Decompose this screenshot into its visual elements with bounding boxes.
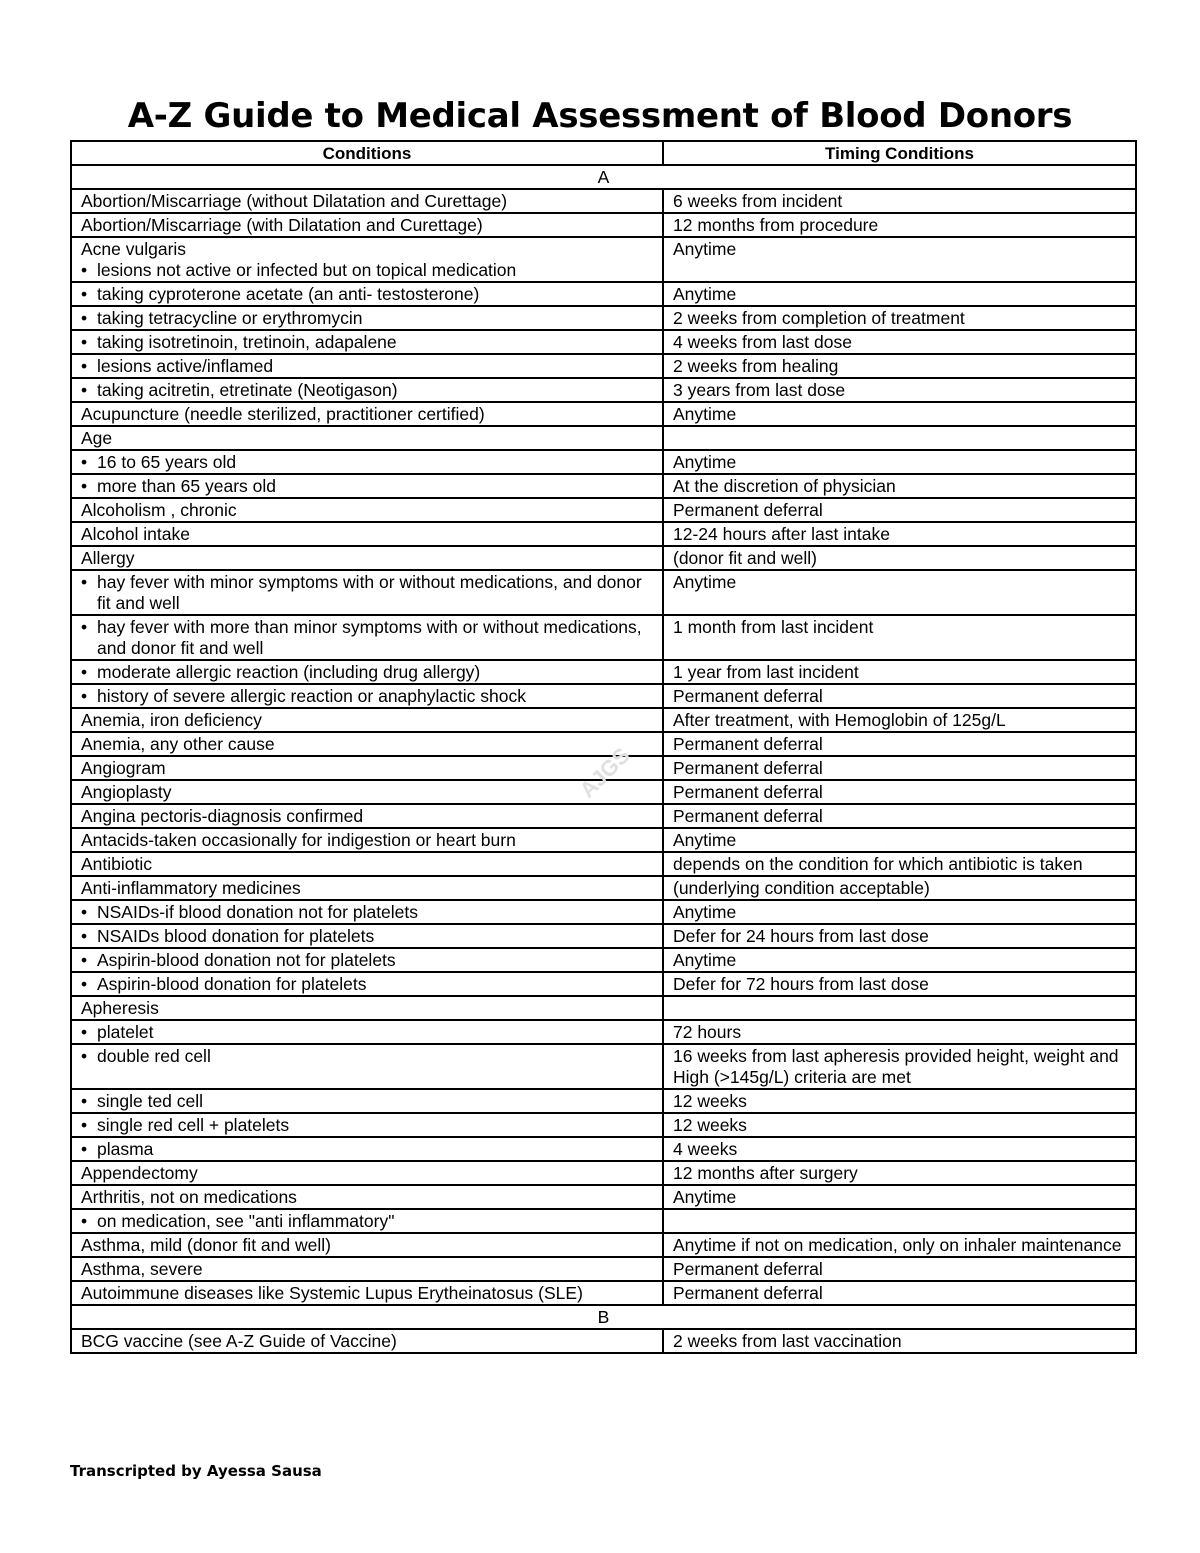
- timing-cell: 4 weeks: [663, 1137, 1136, 1161]
- condition-cell: [71, 828, 663, 852]
- table-row: [71, 1113, 1136, 1137]
- timing-cell: 4 weeks from last dose: [663, 330, 1136, 354]
- timing-cell: Permanent deferral: [663, 498, 1136, 522]
- timing-cell: After treatment, with Hemoglobin of 125g/L: [663, 708, 1136, 732]
- condition-text: • double red cell: [81, 1046, 653, 1067]
- timing-cell: 2 weeks from last vaccination: [663, 1329, 1136, 1353]
- timing-cell: Permanent deferral: [663, 1281, 1136, 1305]
- table-row: [71, 189, 1136, 213]
- table-row: [71, 876, 1136, 900]
- condition-text: Abortion/Miscarriage (with Dilatation and Curettage): [81, 215, 483, 235]
- condition-cell: [71, 1089, 663, 1113]
- condition-cell: [71, 1185, 663, 1209]
- table-header-row: [71, 141, 1136, 165]
- table-row: [71, 684, 1136, 708]
- timing-cell: Anytime: [663, 1185, 1136, 1209]
- timing-cell: Anytime: [663, 828, 1136, 852]
- condition-text: • hay fever with more than minor symptoms with or without medications, and donor fit and well: [81, 617, 653, 659]
- condition-text: • taking isotretinoin, tretinoin, adapalene: [81, 332, 653, 353]
- table-row: [71, 660, 1136, 684]
- table-row: [71, 1329, 1136, 1353]
- timing-cell: Permanent deferral: [663, 780, 1136, 804]
- timing-cell: Defer for 72 hours from last dose: [663, 972, 1136, 996]
- table-row: [71, 1257, 1136, 1281]
- timing-cell: 12 weeks: [663, 1113, 1136, 1137]
- table-row: [71, 972, 1136, 996]
- condition-text: • NSAIDs blood donation for platelets: [81, 926, 653, 947]
- condition-cell: [71, 546, 663, 570]
- condition-cell: [71, 684, 663, 708]
- condition-cell: [71, 1233, 663, 1257]
- timing-cell: Anytime: [663, 900, 1136, 924]
- table-row: [71, 354, 1136, 378]
- timing-cell: Anytime: [663, 282, 1136, 306]
- condition-text: Allergy: [81, 548, 135, 568]
- condition-text: • Aspirin-blood donation for platelets: [81, 974, 653, 995]
- section-letter: B: [71, 1305, 1136, 1329]
- header-conditions: Conditions: [71, 141, 663, 165]
- condition-text: Acupuncture (needle sterilized, practitioner certified): [81, 404, 485, 424]
- table-row: [71, 1137, 1136, 1161]
- timing-cell: 12-24 hours after last intake: [663, 522, 1136, 546]
- table-row: [71, 924, 1136, 948]
- timing-cell: depends on the condition for which antibiotic is taken: [663, 852, 1136, 876]
- condition-text: • lesions active/inflamed: [81, 356, 653, 377]
- table-row: [71, 546, 1136, 570]
- condition-text: Angiogram: [81, 758, 166, 778]
- condition-text: • 16 to 65 years old: [81, 452, 653, 473]
- condition-cell: [71, 876, 663, 900]
- condition-text: Antibiotic: [81, 854, 153, 874]
- timing-cell: Anytime if not on medication, only on inhaler maintenance: [663, 1233, 1136, 1257]
- table-row: [71, 522, 1136, 546]
- timing-cell: Defer for 24 hours from last dose: [663, 924, 1136, 948]
- condition-cell: [71, 1281, 663, 1305]
- timing-cell: Permanent deferral: [663, 732, 1136, 756]
- timing-cell: Anytime: [663, 402, 1136, 426]
- condition-text: Anemia, any other cause: [81, 734, 275, 754]
- condition-text: Autoimmune diseases like Systemic Lupus Erytheinatosus (SLE): [81, 1283, 583, 1303]
- timing-cell: 72 hours: [663, 1020, 1136, 1044]
- condition-text: • moderate allergic reaction (including drug allergy): [81, 662, 653, 683]
- table-row: [71, 1281, 1136, 1305]
- condition-cell: [71, 498, 663, 522]
- timing-cell: (donor fit and well): [663, 546, 1136, 570]
- condition-cell: [71, 804, 663, 828]
- table-row: [71, 330, 1136, 354]
- condition-cell: [71, 1329, 663, 1353]
- table-row: [71, 708, 1136, 732]
- condition-text: • platelet: [81, 1022, 653, 1043]
- condition-text: Antacids-taken occasionally for indigestion or heart burn: [81, 830, 516, 850]
- condition-text: Appendectomy: [81, 1163, 198, 1183]
- condition-text: Angioplasty: [81, 782, 172, 802]
- condition-cell: [71, 522, 663, 546]
- table-row: [71, 306, 1136, 330]
- table-row: [71, 378, 1136, 402]
- timing-cell: Anytime: [663, 237, 1136, 282]
- condition-text: Angina pectoris-diagnosis confirmed: [81, 806, 364, 826]
- condition-cell: [71, 972, 663, 996]
- table-row: [71, 282, 1136, 306]
- condition-cell: [71, 402, 663, 426]
- table-row: [71, 1161, 1136, 1185]
- timing-cell: 1 year from last incident: [663, 660, 1136, 684]
- timing-cell: 6 weeks from incident: [663, 189, 1136, 213]
- table-row: [71, 450, 1136, 474]
- condition-text: • taking tetracycline or erythromycin: [81, 308, 653, 329]
- table-row: [71, 402, 1136, 426]
- timing-cell: Permanent deferral: [663, 1257, 1136, 1281]
- timing-cell: At the discretion of physician: [663, 474, 1136, 498]
- condition-text: • plasma: [81, 1139, 653, 1160]
- condition-cell: [71, 948, 663, 972]
- table-row: [71, 1233, 1136, 1257]
- table-row: [71, 996, 1136, 1020]
- table-row: [71, 615, 1136, 660]
- condition-text: • on medication, see "anti inflammatory": [81, 1211, 653, 1232]
- timing-cell: 12 months after surgery: [663, 1161, 1136, 1185]
- timing-cell: [663, 996, 1136, 1020]
- condition-cell: [71, 354, 663, 378]
- timing-cell: Permanent deferral: [663, 804, 1136, 828]
- condition-cell: [71, 1209, 663, 1233]
- condition-text: BCG vaccine (see A-Z Guide of Vaccine): [81, 1331, 397, 1351]
- table-row: [71, 852, 1136, 876]
- timing-cell: 12 months from procedure: [663, 213, 1136, 237]
- page-title: A-Z Guide to Medical Assessment of Blood Donors: [127, 96, 1073, 136]
- condition-text: Apheresis: [81, 998, 159, 1018]
- condition-text: Arthritis, not on medications: [81, 1187, 297, 1207]
- table-row: [71, 474, 1136, 498]
- table-row: [71, 1209, 1136, 1233]
- table-row: [71, 1020, 1136, 1044]
- condition-cell: [71, 852, 663, 876]
- timing-cell: [663, 1209, 1136, 1233]
- condition-cell: [71, 900, 663, 924]
- table-row: [71, 426, 1136, 450]
- condition-cell: [71, 450, 663, 474]
- section-row: [71, 1305, 1136, 1329]
- condition-text: • single red cell + platelets: [81, 1115, 653, 1136]
- timing-cell: [663, 426, 1136, 450]
- condition-text: Anemia, iron deficiency: [81, 710, 262, 730]
- table-row: [71, 1089, 1136, 1113]
- condition-cell: [71, 1161, 663, 1185]
- table-row: [71, 1185, 1136, 1209]
- table-row: [71, 900, 1136, 924]
- condition-cell: [71, 330, 663, 354]
- timing-cell: 2 weeks from healing: [663, 354, 1136, 378]
- condition-text: Age: [81, 428, 113, 448]
- watermark: AJGS: [574, 742, 635, 803]
- condition-cell: [71, 1020, 663, 1044]
- condition-cell: [71, 306, 663, 330]
- condition-text: • hay fever with minor symptoms with or without medications, and donor fit and well: [81, 572, 653, 614]
- section-letter: A: [71, 165, 1136, 189]
- condition-cell: [71, 213, 663, 237]
- condition-text: Asthma, severe: [81, 1259, 203, 1279]
- condition-cell: [71, 1044, 663, 1089]
- condition-text: • single ted cell: [81, 1091, 653, 1112]
- table-row: [71, 213, 1136, 237]
- section-row: [71, 165, 1136, 189]
- condition-text: • NSAIDs-if blood donation not for platelets: [81, 902, 653, 923]
- guide-table: [70, 140, 1137, 1354]
- condition-text: • more than 65 years old: [81, 476, 653, 497]
- condition-text: Abortion/Miscarriage (without Dilatation and Curettage): [81, 191, 508, 211]
- table-row: [71, 237, 1136, 282]
- condition-text: • history of severe allergic reaction or anaphylactic shock: [81, 686, 653, 707]
- condition-text: • taking cyproterone acetate (an anti- testosterone): [81, 284, 653, 305]
- condition-cell: [71, 378, 663, 402]
- timing-cell: 2 weeks from completion of treatment: [663, 306, 1136, 330]
- timing-cell: Permanent deferral: [663, 684, 1136, 708]
- timing-cell: Anytime: [663, 948, 1136, 972]
- condition-cell: [71, 1137, 663, 1161]
- condition-text: Alcohol intake: [81, 524, 190, 544]
- table-row: [71, 498, 1136, 522]
- condition-cell: [71, 570, 663, 615]
- header-timing-conditions: Timing Conditions: [663, 141, 1136, 165]
- condition-text: Asthma, mild (donor fit and well): [81, 1235, 331, 1255]
- table-row: [71, 732, 1136, 756]
- timing-cell: 16 weeks from last apheresis provided height, weight and High (>145g/L) criteria are met: [663, 1044, 1136, 1089]
- condition-cell: [71, 732, 663, 756]
- timing-cell: 12 weeks: [663, 1089, 1136, 1113]
- condition-cell: [71, 924, 663, 948]
- condition-cell: [71, 660, 663, 684]
- table-row: [71, 570, 1136, 615]
- timing-cell: 1 month from last incident: [663, 615, 1136, 660]
- condition-cell: [71, 615, 663, 660]
- condition-subitem: • lesions not active or infected but on topical medication: [81, 260, 653, 281]
- condition-cell: [71, 1113, 663, 1137]
- condition-cell: [71, 708, 663, 732]
- condition-text: Acne vulgaris: [81, 239, 187, 259]
- table-row: [71, 948, 1136, 972]
- timing-cell: Anytime: [663, 450, 1136, 474]
- condition-cell: [71, 237, 663, 282]
- condition-cell: [71, 756, 663, 780]
- footer-credit: Transcripted by Ayessa Sausa: [70, 1462, 322, 1480]
- table-row: [71, 804, 1136, 828]
- condition-cell: [71, 282, 663, 306]
- condition-cell: [71, 189, 663, 213]
- condition-text: • taking acitretin, etretinate (Neotigason): [81, 380, 653, 401]
- timing-cell: 3 years from last dose: [663, 378, 1136, 402]
- condition-cell: [71, 996, 663, 1020]
- condition-cell: [71, 426, 663, 450]
- timing-cell: Permanent deferral: [663, 756, 1136, 780]
- condition-text: Anti-inflammatory medicines: [81, 878, 301, 898]
- timing-cell: (underlying condition acceptable): [663, 876, 1136, 900]
- table-row: [71, 1044, 1136, 1089]
- timing-cell: Anytime: [663, 570, 1136, 615]
- condition-cell: [71, 1257, 663, 1281]
- table-row: [71, 828, 1136, 852]
- condition-text: Alcoholism , chronic: [81, 500, 237, 520]
- condition-text: • Aspirin-blood donation not for platelets: [81, 950, 653, 971]
- condition-cell: [71, 474, 663, 498]
